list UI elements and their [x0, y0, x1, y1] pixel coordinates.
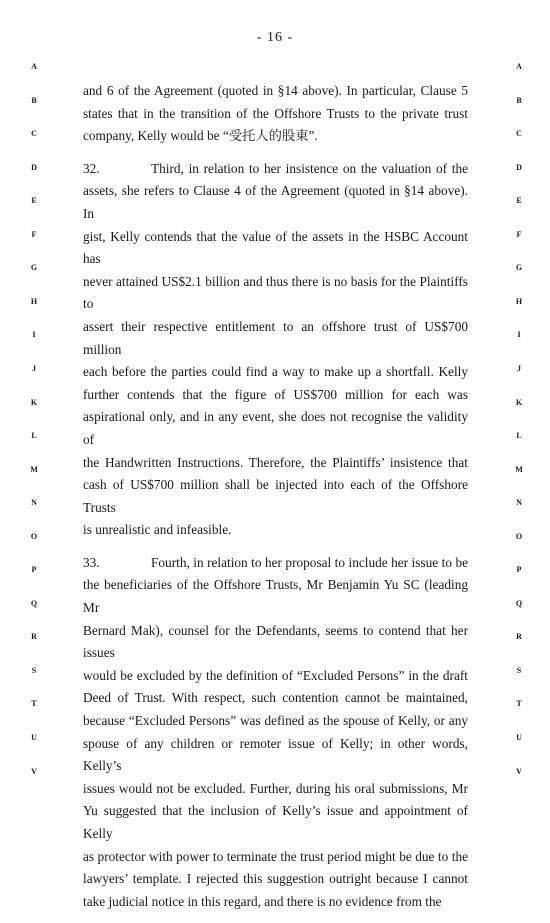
margin-letter-left: Q — [30, 598, 38, 608]
margin-letter-right: O — [515, 531, 523, 541]
text-line: Bernard Mak), counsel for the Defendants, seems to contend that her issues — [83, 622, 468, 661]
margin-letter-right: B — [516, 95, 522, 105]
margin-letter-left: T — [31, 699, 37, 709]
margin-letter-right: I — [517, 330, 521, 340]
margin-letter-left: O — [30, 531, 38, 541]
text-line: issues would not be excluded. Further, during his oral submissions, Mr — [83, 780, 468, 796]
margin-letter-left: S — [31, 665, 37, 675]
text-line: states that in the transition of the Offshore Trusts to the private trust — [83, 105, 468, 121]
margin-letter-left: F — [31, 229, 37, 239]
margin-letter-left: D — [31, 162, 37, 172]
text-line: aspirational only, and in any event, she does not recognise the validity of — [83, 409, 468, 447]
paragraph — [83, 552, 468, 914]
text-line: cash of US$700 million shall be injected into each of the Offshore Trusts — [83, 477, 468, 515]
margin-letter-left: C — [31, 129, 37, 139]
margin-letter-right: A — [516, 62, 522, 71]
margin-letter-right: P — [516, 565, 522, 575]
text-line: because “Excluded Persons” was defined as the spouse of Kelly, or any — [83, 713, 468, 729]
margin-letter-right: J — [517, 363, 521, 373]
margin-letter-left: R — [31, 632, 37, 642]
margin-letter-right: H — [515, 296, 523, 306]
text-line: as protector with power to terminate the trust period might be due to the — [83, 848, 468, 864]
text-line — [83, 158, 468, 181]
text-line: never attained US$2.1 billion and thus there is no basis for the Plaintiffs to — [83, 273, 468, 312]
margin-letter-right: G — [515, 263, 523, 273]
text-line: take judicial notice in this regard, and there is no evidence from the — [83, 893, 442, 909]
text-line: and 6 of the Agreement (quoted in §14 above). In particular, Clause 5 — [83, 83, 468, 98]
margin-letter-left: N — [31, 498, 37, 508]
margin-letter-right: M — [515, 464, 523, 474]
margin-letter-left: U — [31, 733, 37, 742]
text-line-content: Third, in relation to her insistence on the valuation of the — [151, 160, 468, 176]
text-line: would be excluded by the definition of “Excluded Persons” in the draft — [83, 667, 468, 683]
margin-letter-right: K — [515, 397, 523, 407]
margin-letter-left: V — [31, 766, 37, 776]
text-line: the beneficiaries of the Offshore Trusts, Mr Benjamin Yu SC (leading Mr — [83, 577, 468, 616]
margin-letter-right: N — [516, 498, 522, 508]
margin-letter-right: E — [516, 196, 522, 206]
text-line: assert their respective entitlement to an offshore trust of US$700 million — [83, 318, 468, 357]
margin-letter-left: I — [32, 330, 36, 340]
margin-letter-left: M — [30, 464, 38, 474]
margin-letter-left: E — [31, 196, 37, 206]
margin-letter-right: R — [516, 632, 522, 642]
text-line-content: Fourth, in relation to her proposal to include her issue to be — [151, 554, 468, 570]
margin-letter-right: C — [516, 129, 522, 139]
margin-letter-left: B — [31, 95, 37, 105]
text-line: is unrealistic and infeasible. — [83, 522, 232, 538]
text-line: Deed of Trust. With respect, such contention cannot be maintained, — [83, 690, 468, 706]
judgment-body — [83, 80, 468, 923]
text-line: assets, she refers to Clause 4 of the Agreement (quoted in §14 above). In — [83, 183, 468, 221]
margin-letter-right: U — [516, 733, 522, 742]
paragraph — [83, 80, 468, 148]
text-line: further contends that the figure of US$700 million for each was — [83, 386, 468, 402]
text-line: lawyers’ template. I rejected this suggestion outright because I cannot — [83, 871, 468, 887]
margin-letter-left: J — [32, 363, 36, 373]
margin-letter-right: D — [516, 162, 522, 172]
margin-letter-right: S — [516, 665, 522, 675]
page-number: - 16 - — [256, 30, 294, 45]
paragraph-number: 33. — [83, 554, 100, 570]
text-line: each before the parties could find a way to make up a shortfall. Kelly — [83, 364, 468, 380]
margin-letter-right: T — [516, 699, 522, 709]
margin-letter-right: V — [516, 766, 522, 776]
text-line: the Handwritten Instructions. Therefore, the Plaintiffs’ insistence that — [83, 454, 468, 470]
margin-letter-left: A — [31, 62, 37, 71]
margin-letter-left: H — [30, 296, 38, 306]
text-line: spouse of any children or remoter issue of Kelly; in other words, Kelly’s — [83, 735, 468, 774]
text-line: Yu suggested that the inclusion of Kelly’s issue and appointment of Kelly — [83, 803, 468, 841]
margin-letter-left: K — [30, 397, 38, 407]
text-line — [83, 552, 468, 575]
margin-letter-right: Q — [515, 598, 523, 608]
margin-letter-left: P — [31, 565, 37, 575]
text-line: company, Kelly would be “受托人的股東”. — [83, 128, 318, 144]
text-line: gist, Kelly contends that the value of the assets in the HSBC Account has — [83, 228, 468, 267]
margin-letter-right: L — [516, 431, 522, 441]
paragraph — [83, 158, 468, 542]
margin-letter-left: G — [30, 263, 38, 273]
margin-letter-right: F — [516, 229, 522, 239]
paragraph-number: 32. — [83, 160, 100, 176]
margin-letter-left: L — [31, 431, 37, 441]
